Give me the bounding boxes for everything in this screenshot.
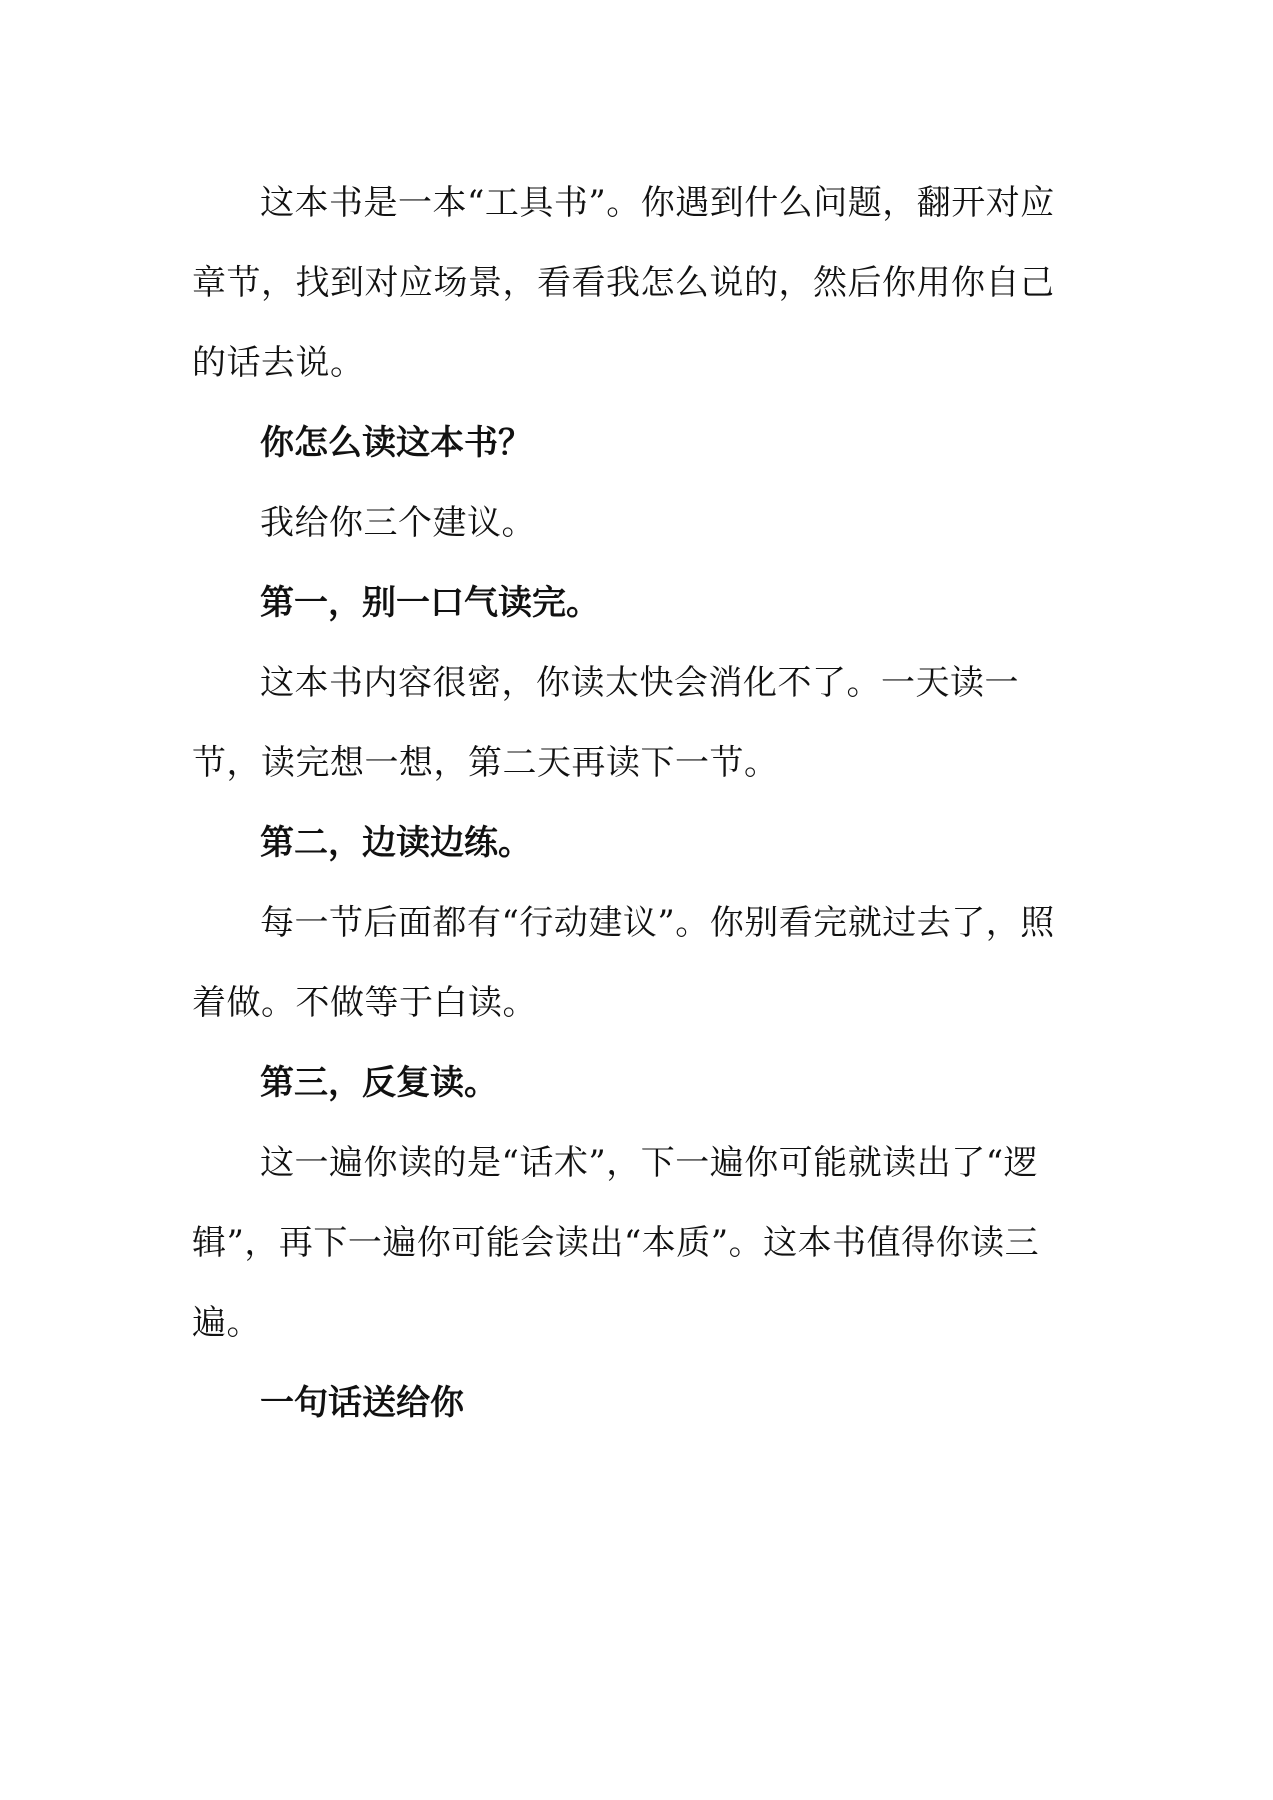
heading-first-suggestion: 第一，别一口气读完。 [260,583,600,623]
heading-one-sentence: 一句话送给你 [260,1383,464,1423]
paragraph-tool-book: 这本书是一本“工具书”。你遇到什么问题，翻开对应章节，找到对应场景，看看我怎么说的，然后你用你自己的话去说。 [192,183,1055,383]
paragraph-third-suggestion: 这一遍你读的是“话术”，下一遍你可能就读出了“逻辑”，再下一遍你可能会读出“本质”。这本书值得你读三遍。 [192,1143,1040,1343]
heading-how-to-read: 你怎么读这本书？ [260,423,532,463]
document-body [192,163,1082,1443]
paragraph-second-suggestion: 每一节后面都有“行动建议”。你别看完就过去了，照着做。不做等于白读。 [192,903,1055,1023]
heading-second-suggestion: 第二，边读边练。 [260,823,532,863]
heading-third-suggestion: 第三，反复读。 [260,1063,498,1103]
paragraph-first-suggestion: 这本书内容很密，你读太快会消化不了。一天读一节，读完想一想，第二天再读下一节。 [192,663,1019,783]
paragraph-three-suggestions: 我给你三个建议。 [260,503,536,543]
